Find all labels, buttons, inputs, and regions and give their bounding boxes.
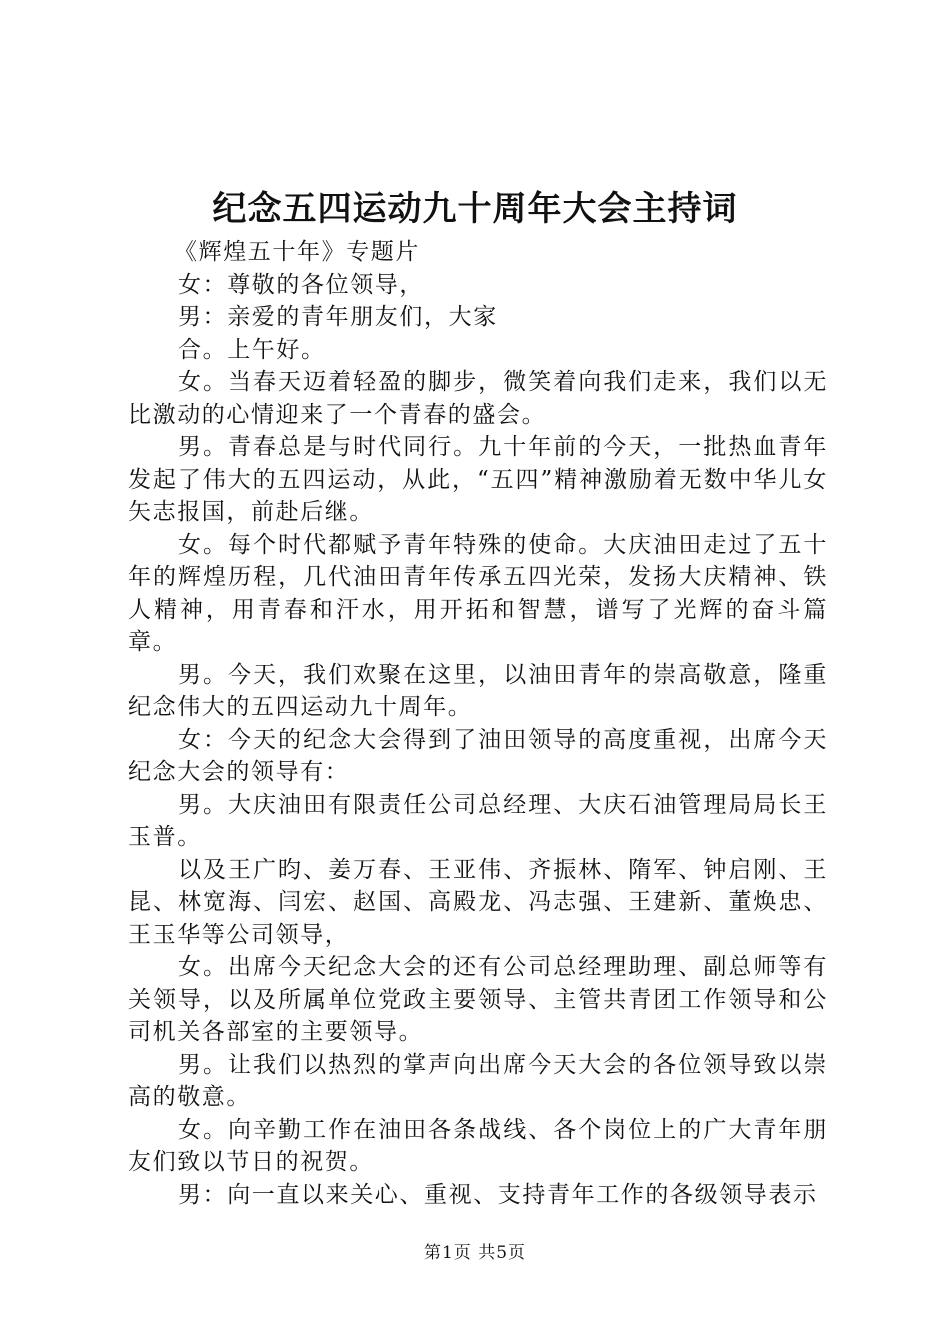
paragraph: 男。今天，我们欢聚在这里，以油田青年的崇高敬意，隆重纪念伟大的五四运动九十周年。 (128, 661, 828, 720)
paragraph: 以及王广昀、姜万春、王亚伟、齐振林、隋军、钟启刚、王昆、林宽海、闫宏、赵国、高殿龙、冯志强、王建新、董焕忠、王玉华等公司领导， (128, 856, 828, 948)
page-footer (0, 1240, 950, 1266)
paragraph: 男。大庆油田有限责任公司总经理、大庆石油管理局局长王玉普。 (128, 791, 828, 850)
paragraph: 男：亲爱的青年朋友们，大家 (178, 304, 498, 330)
paragraph: 合。上午好。 (178, 336, 326, 363)
paragraph: 男：向一直以来关心、重视、支持青年工作的各级领导表示 (178, 1181, 818, 1208)
page-number: 第1页 共5页 (423, 1243, 527, 1263)
paragraph: 女。每个时代都赋予青年特殊的使命。大庆油田走过了五十年的辉煌历程，几代油田青年传承五四光荣，发扬大庆精神、铁人精神，用青春和汗水，用开拓和智慧，谱写了光辉的奋斗篇章。 (128, 531, 828, 655)
paragraph: 女：尊敬的各位领导， (178, 271, 424, 298)
paragraph: 女：今天的纪念大会得到了油田领导的高度重视，出席今天纪念大会的领导有： (128, 726, 828, 785)
paragraph: 《辉煌五十年》专题片 (174, 239, 420, 265)
paragraph: 男。青春总是与时代同行。九十年前的今天，一批热血青年发起了伟大的五四运动，从此，“五四”精神激励着无数中华儿女矢志报国，前赴后继。 (128, 434, 828, 525)
paragraph: 女。向辛勤工作在油田各条战线、各个岗位上的广大青年朋友们致以节日的祝贺。 (128, 1116, 828, 1175)
paragraph: 男。让我们以热烈的掌声向出席今天大会的各位领导致以崇高的敬意。 (128, 1051, 828, 1110)
document-body (128, 236, 828, 1211)
paragraph: 女。出席今天纪念大会的还有公司总经理助理、副总师等有关领导，以及所属单位党政主要领导、主管共青团工作领导和公司机关各部室的主要领导。 (128, 954, 828, 1045)
paragraph: 女。当春天迈着轻盈的脚步，微笑着向我们走来，我们以无比激动的心情迎来了一个青春的盛会。 (128, 369, 828, 428)
document-title: 纪念五四运动九十周年大会主持词 (212, 189, 738, 229)
